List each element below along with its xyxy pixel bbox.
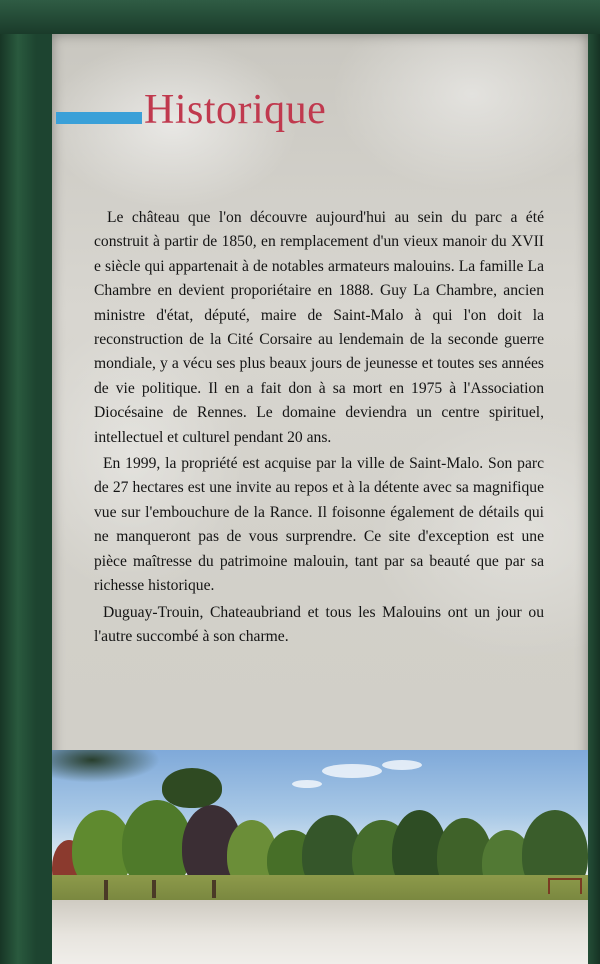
sign-panel xyxy=(52,34,588,964)
paragraph-1: Le château que l'on découvre aujourd'hui au sein du parc a été construit à partir de 1850, en remplacement d'un vieux manoir du XVII e siècle qui appartenait à de notables armateurs malouins. La famille La Chambre en devient proporiétaire en 1888. Guy La Chambre, ancien ministre d'état, député, maire de Saint-Malo à qui l'on doit la reconstruction de la Cité Corsaire au lendemain de la seconde guerre mondiale, y a vécu ses plus beaux jours de jeunesse et toutes ses années de vie politique. Il en a fait don à sa mort en 1975 à l'Association Diocésaine de Rennes. Le domaine deviendra un centre spirituel, intellectuel et culturel pendant 20 ans. xyxy=(94,209,544,446)
title-accent-bar xyxy=(56,112,142,124)
paragraph-3: Duguay-Trouin, Chateaubriand et tous les Malouins ont un jour ou l'autre succombé à son charme. xyxy=(94,603,544,645)
history-text xyxy=(94,206,544,651)
park-photo xyxy=(52,750,588,964)
paragraph-2: En 1999, la propriété est acquise par la ville de Saint-Malo. Son parc de 27 hectares est une invite au repos et à la détente avec sa magnifique vue sur l'embouchure de la Rance. Il foisonne également de détails qui ne manqueront pas de vous surprendre. Ce site d'exception est une pièce maîtresse du patrimoine malouin, tant par sa beauté que par sa richesse historique. xyxy=(94,455,544,595)
sign-frame-top xyxy=(0,0,600,34)
sign-title: Historique xyxy=(144,87,327,133)
